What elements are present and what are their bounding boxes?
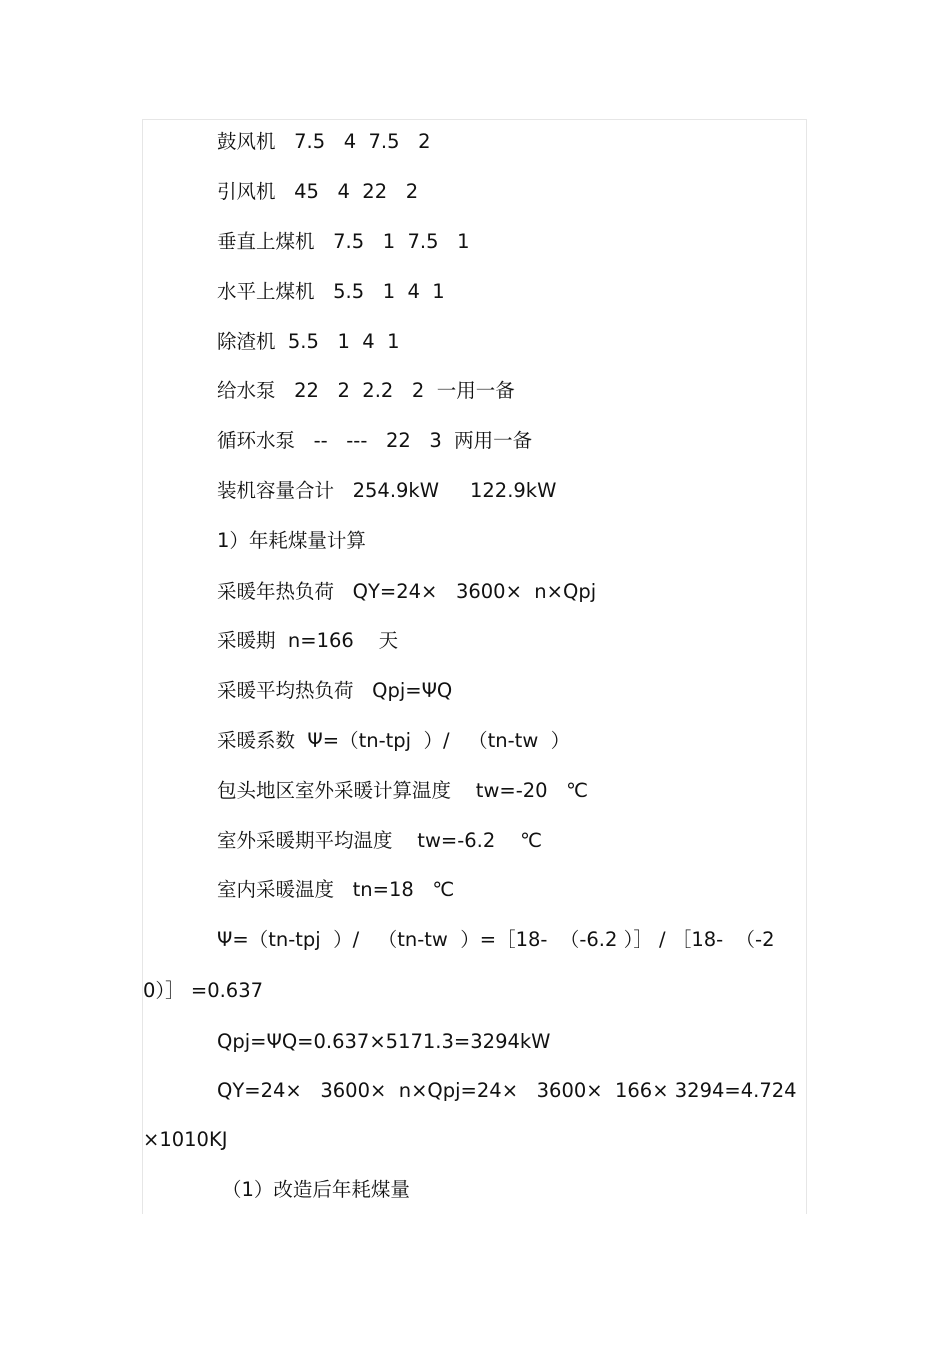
coefficient-calculation: Ψ=（tn-tpj ）/ （tn-tw ）=［18- （-6.2 ）］ / ［18- （-2 — [217, 928, 775, 951]
coefficient-calculation-cont: 0）］ =0.637 — [143, 979, 264, 1002]
equipment-row-induced-fan: 引风机 45 4 22 2 — [217, 180, 419, 203]
equipment-row-slag-remover: 除渣机 5.5 1 4 1 — [217, 330, 400, 353]
subsection-heading-retrofit-coal: （1）改造后年耗煤量 — [222, 1178, 410, 1201]
annual-heat-load-formula: 采暖年热负荷 QY=24× 3600× n×Qpj — [217, 580, 597, 603]
average-heat-load-formula: 采暖平均热负荷 Qpj=ΨQ — [217, 679, 453, 702]
section-heading-annual-coal: 1）年耗煤量计算 — [217, 529, 366, 552]
outdoor-average-temperature: 室外采暖期平均温度 tw=-6.2 ℃ — [217, 829, 542, 852]
equipment-row-horizontal-coal-feeder: 水平上煤机 5.5 1 4 1 — [217, 280, 445, 303]
indoor-temperature: 室内采暖温度 tn=18 ℃ — [217, 878, 455, 901]
equipment-row-blower: 鼓风机 7.5 4 7.5 2 — [217, 130, 431, 153]
equipment-row-feed-pump: 给水泵 22 2 2.2 2 一用一备 — [217, 379, 515, 402]
qy-calculation-cont: ×1010KJ — [143, 1128, 228, 1151]
equipment-row-vertical-coal-feeder: 垂直上煤机 7.5 1 7.5 1 — [217, 230, 470, 253]
heating-coefficient-formula: 采暖系数 Ψ=（tn-tpj ）/ （tn-tw ） — [217, 729, 571, 752]
heating-period: 采暖期 n=166 天 — [217, 629, 399, 652]
installed-capacity-total: 装机容量合计 254.9kW 122.9kW — [217, 479, 557, 502]
qy-calculation: QY=24× 3600× n×Qpj=24× 3600× 166× 3294=4.724 — [217, 1079, 797, 1102]
equipment-row-circulating-pump: 循环水泵 -- --- 22 3 两用一备 — [217, 429, 533, 452]
outdoor-design-temperature: 包头地区室外采暖计算温度 tw=-20 ℃ — [217, 779, 589, 802]
qpj-calculation: Qpj=ΨQ=0.637×5171.3=3294kW — [217, 1030, 551, 1053]
